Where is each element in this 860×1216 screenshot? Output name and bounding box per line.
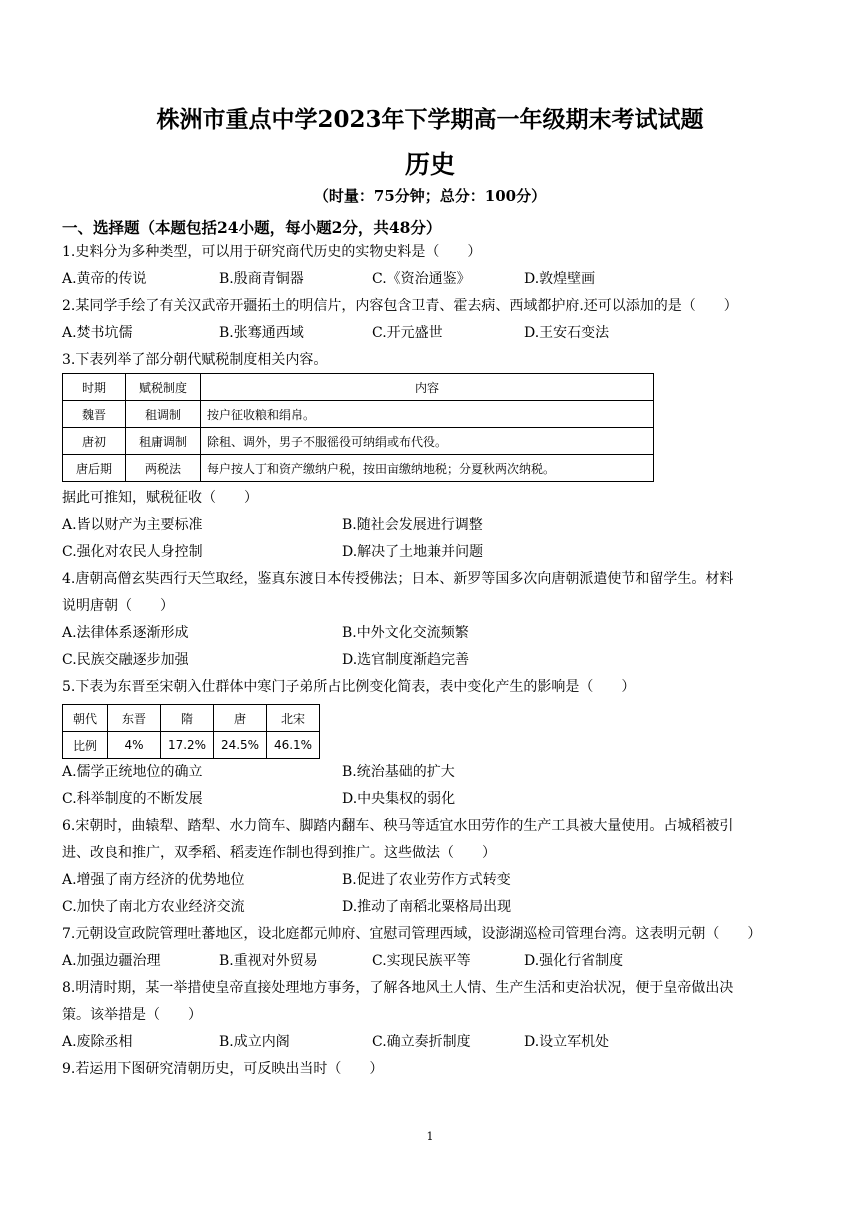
question-2-stem: 2.某同学手绘了有关汉武帝开疆拓土的明信片，内容包含卫青、霍去病、西域都护府.还可以添加的是（ ）: [62, 298, 738, 314]
q3-option-a: A.皆以财产为主要标准: [62, 517, 203, 533]
question-4-stem-line1: 4.唐朝高僧玄奘西行天竺取经，鉴真东渡日本传授佛法；日本、新罗等国多次向唐朝派遣使节和留学生。材料: [62, 571, 734, 587]
q1-option-b: B.殷商青铜器: [219, 271, 304, 287]
question-4-stem-line2: 说明唐朝（ ）: [62, 598, 174, 614]
table-cell: 魏晋: [63, 401, 126, 428]
table-cell: 按户征收粮和绢帛。: [201, 401, 654, 428]
table-cell: 唐: [214, 705, 267, 732]
table-header-cell: 内容: [201, 374, 654, 401]
table-cell: 24.5%: [214, 732, 267, 759]
q5-option-b: B.统治基础的扩大: [342, 764, 455, 780]
q2-option-c: C.开元盛世: [372, 325, 443, 341]
table-row: [63, 401, 654, 428]
table-cell: 除租、调外，男子不服徭役可纳绢或布代役。: [201, 428, 654, 455]
table-cell: 4%: [108, 732, 161, 759]
q5-option-d: D.中央集权的弱化: [342, 791, 456, 807]
q2-option-d: D.王安石变法: [524, 325, 610, 341]
q8-option-d: D.设立军机处: [524, 1034, 610, 1050]
question-8-stem-line2: 策。该举措是（ ）: [62, 1007, 202, 1023]
table-header-row: [63, 374, 654, 401]
q8-option-b: B.成立内阁: [219, 1034, 290, 1050]
table-row: [63, 732, 320, 759]
tax-system-table: [62, 373, 654, 482]
q1-option-d: D.敦煌壁画: [524, 271, 596, 287]
question-9-stem: 9.若运用下图研究清朝历史，可反映出当时（ ）: [62, 1061, 384, 1077]
table-cell: 唐后期: [63, 455, 126, 482]
q6-option-d: D.推动了南稻北粟格局出现: [342, 899, 512, 915]
table-cell: 每户按人丁和资产缴纳户税，按田亩缴纳地税；分夏秋两次纳税。: [201, 455, 654, 482]
q7-option-d: D.强化行省制度: [524, 953, 624, 969]
table-cell: 两税法: [126, 455, 201, 482]
table-header-cell: 时期: [63, 374, 126, 401]
question-8-stem-line1: 8.明清时期，某一举措使皇帝直接处理地方事务，了解各地风土人情、生产生活和吏治状况，便于皇帝做出决: [62, 980, 734, 996]
q3-option-b: B.随社会发展进行调整: [342, 517, 483, 533]
q8-option-a: A.废除丞相: [62, 1034, 133, 1050]
question-5-stem: 5.下表为东晋至宋朝入仕群体中寒门子弟所占比例变化简表，表中变化产生的影响是（ ）: [62, 679, 636, 695]
q4-option-d: D.选官制度渐趋完善: [342, 652, 470, 668]
q7-option-c: C.实现民族平等: [372, 953, 471, 969]
question-6-stem-line1: 6.宋朝时，曲辕犁、踏犁、水力筒车、脚踏内翻车、秧马等适宜水田劳作的生产工具被大量使用。占城稻被引: [62, 818, 734, 834]
q5-option-c: C.科举制度的不断发展: [62, 791, 203, 807]
q4-option-c: C.民族交融逐步加强: [62, 652, 189, 668]
q4-option-b: B.中外文化交流频繁: [342, 625, 469, 641]
q3-option-c: C.强化对农民人身控制: [62, 544, 203, 560]
page-number: 1: [426, 1130, 434, 1143]
question-6-stem-line2: 进、改良和推广，双季稻、稻麦连作制也得到推广。这些做法（ ）: [62, 845, 496, 861]
q2-option-a: A.焚书坑儒: [62, 325, 133, 341]
q5-option-a: A.儒学正统地位的确立: [62, 764, 203, 780]
table-header-cell: 赋税制度: [126, 374, 201, 401]
q4-option-a: A.法律体系逐渐形成: [62, 625, 189, 641]
q3-option-d: D.解决了土地兼并问题: [342, 544, 484, 560]
table-cell: 朝代: [63, 705, 108, 732]
q1-option-c: C.《资治通鉴》: [372, 271, 471, 287]
question-7-stem: 7.元朝设宣政院管理吐蕃地区，设北庭都元帅府、宜慰司管理西域，设澎湖巡检司管理台湾。这表明元朝（ ）: [62, 926, 762, 942]
q7-option-a: A.加强边疆治理: [62, 953, 161, 969]
table-cell: 比例: [63, 732, 108, 759]
table-row: [63, 428, 654, 455]
q6-option-b: B.促进了农业劳作方式转变: [342, 872, 511, 888]
table-cell: 17.2%: [161, 732, 214, 759]
exam-title: 株洲市重点中学2023年下学期高一年级期末考试试题: [156, 106, 704, 133]
question-3-followup: 据此可推知，赋税征收（ ）: [62, 490, 258, 506]
table-cell: 北宋: [267, 705, 320, 732]
q6-option-a: A.增强了南方经济的优势地位: [62, 872, 245, 888]
q8-option-c: C.确立奏折制度: [372, 1034, 471, 1050]
q1-option-a: A.黄帝的传说: [62, 271, 147, 287]
q2-option-b: B.张骞通西域: [219, 325, 304, 341]
table-row: [63, 455, 654, 482]
table-cell: 唐初: [63, 428, 126, 455]
question-3-stem: 3.下表列举了部分朝代赋税制度相关内容。: [62, 352, 328, 368]
q6-option-c: C.加快了南北方农业经济交流: [62, 899, 245, 915]
ratio-table: [62, 704, 320, 759]
table-row: [63, 705, 320, 732]
subject-title: 历史: [404, 150, 455, 179]
question-1-stem: 1.史料分为多种类型，可以用于研究商代历史的实物史料是（ ）: [62, 244, 482, 260]
table-cell: 东晋: [108, 705, 161, 732]
table-cell: 租调制: [126, 401, 201, 428]
q7-option-b: B.重视对外贸易: [219, 953, 318, 969]
section-heading: 一、选择题（本题包括24小题，每小题2分，共48分）: [62, 218, 442, 237]
table-cell: 租庸调制: [126, 428, 201, 455]
table-cell: 46.1%: [267, 732, 320, 759]
exam-info: （时量：75分钟；总分：100分）: [313, 187, 547, 205]
table-cell: 隋: [161, 705, 214, 732]
